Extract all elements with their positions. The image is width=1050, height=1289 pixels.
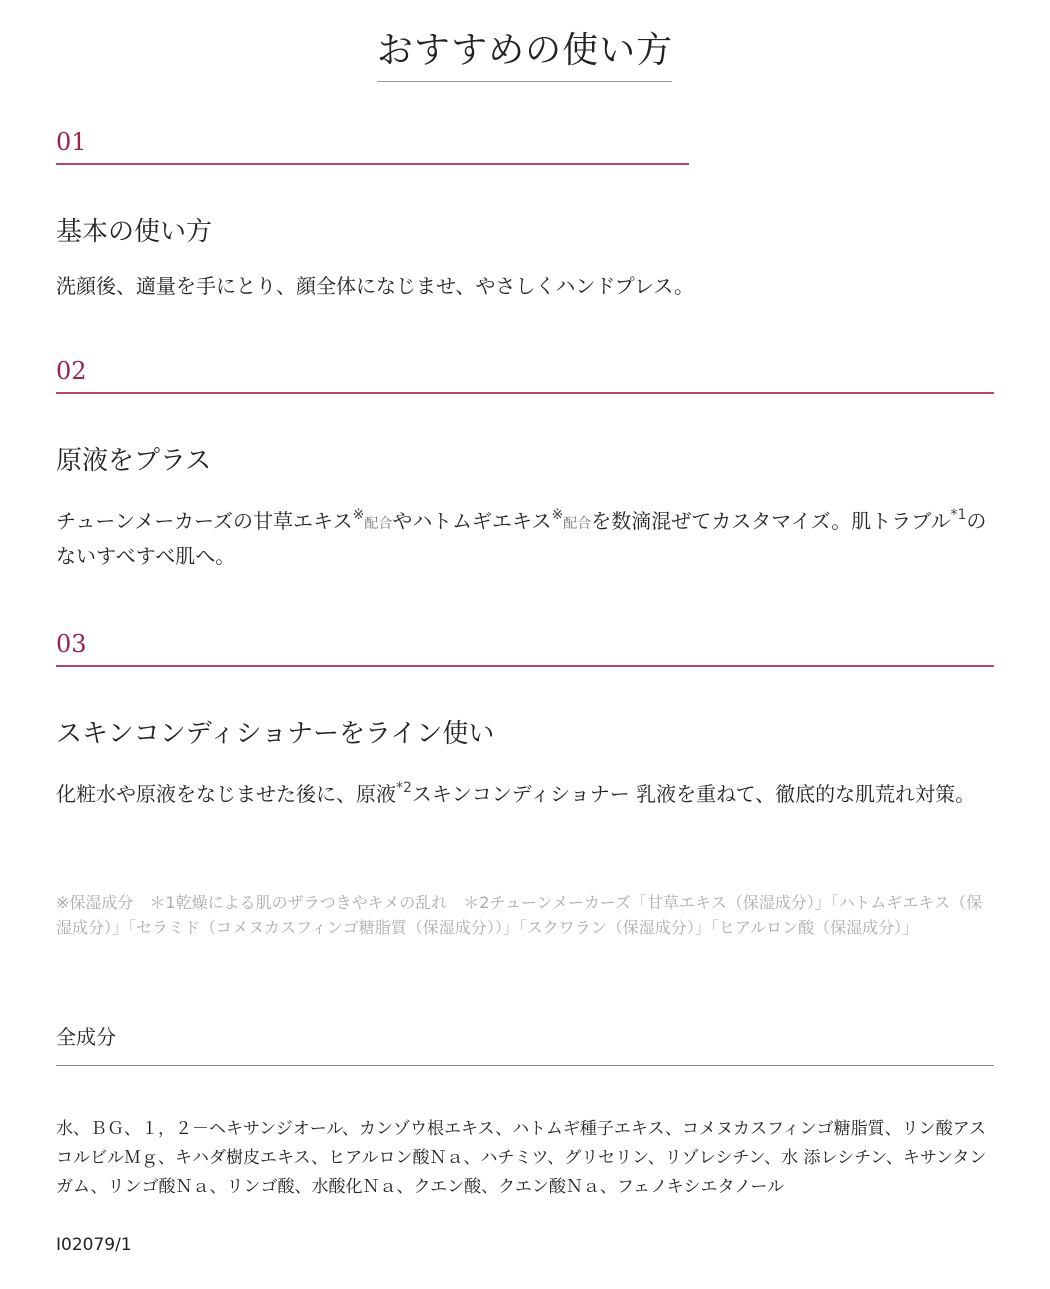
step-body-text: チューンメーカーズの甘草エキス bbox=[56, 509, 353, 533]
step-body-text: 化粧水や原液をなじませた後に、原液 bbox=[56, 782, 396, 806]
footnote-mark: *1 bbox=[950, 507, 967, 523]
step-body-add-essence bbox=[56, 505, 1001, 572]
step-body-basic-use: 洗顔後、適量を手にとり、顔全体になじませ、やさしくハンドプレス。 bbox=[56, 274, 694, 298]
ingredients-heading: 全成分 bbox=[56, 1025, 116, 1049]
small-note: 配合 bbox=[364, 516, 393, 532]
footnote-mark: *2 bbox=[396, 780, 412, 796]
title-underline bbox=[377, 81, 672, 82]
step-number-02: 02 bbox=[56, 357, 87, 385]
step-heading-add-essence: 原液をプラス bbox=[56, 446, 212, 476]
step-number-03: 03 bbox=[56, 630, 87, 658]
page-title: おすすめの使い方 bbox=[376, 30, 674, 71]
step-body-text: やハトムギエキス bbox=[392, 509, 552, 533]
step-body-text: を数滴混ぜてカスタマイズ。肌トラブル bbox=[591, 509, 951, 533]
ingredients-divider bbox=[56, 1065, 994, 1066]
step-number-01: 01 bbox=[56, 128, 87, 156]
small-note: 配合 bbox=[563, 516, 592, 532]
footnote-mark: ※ bbox=[551, 507, 564, 523]
ingredients-list: 水、ＢＧ、１，２－ヘキサンジオール、カンゾウ根エキス、ハトムギ種子エキス、コメヌカスフィンゴ糖脂質、リン酸アスコルビルＭｇ、キハダ樹皮エキス、ヒアルロン酸Ｎａ、ハチミツ、グリセリン、リゾレシチン、水 添レシチン、キサンタンガム、リンゴ酸Ｎａ、リンゴ酸、水酸化Ｎａ、クエン酸、クエン酸Ｎａ、フェノキシエタノール bbox=[56, 1119, 987, 1197]
step-body-text: スキンコンディショナー 乳液を重ねて、徹底的な肌荒れ対策。 bbox=[411, 782, 976, 806]
step-body-line-use bbox=[56, 778, 1001, 813]
footnote-text: ※保湿成分 ＊1乾燥による肌のザラつきやキメの乱れ ＊2チューンメーカーズ「甘草エキス（保湿成分）」「ハトムギエキス（保湿成分）」「セラミド（コメヌカスフィンゴ糖脂質（保湿成分））」「スクワラン（保湿成分）」「ヒアルロン酸（保湿成分）」 bbox=[56, 893, 983, 937]
product-code: I02079/1 bbox=[56, 1235, 132, 1255]
step-body-text: のないすべすべ肌へ。 bbox=[56, 509, 987, 568]
step-divider-03 bbox=[56, 665, 994, 667]
footnote-mark: ※ bbox=[352, 507, 365, 523]
step-heading-basic-use: 基本の使い方 bbox=[56, 217, 213, 247]
step-divider-02 bbox=[56, 392, 994, 394]
step-divider-01 bbox=[56, 163, 689, 165]
step-heading-line-use: スキンコンディショナーをライン使い bbox=[56, 719, 495, 749]
